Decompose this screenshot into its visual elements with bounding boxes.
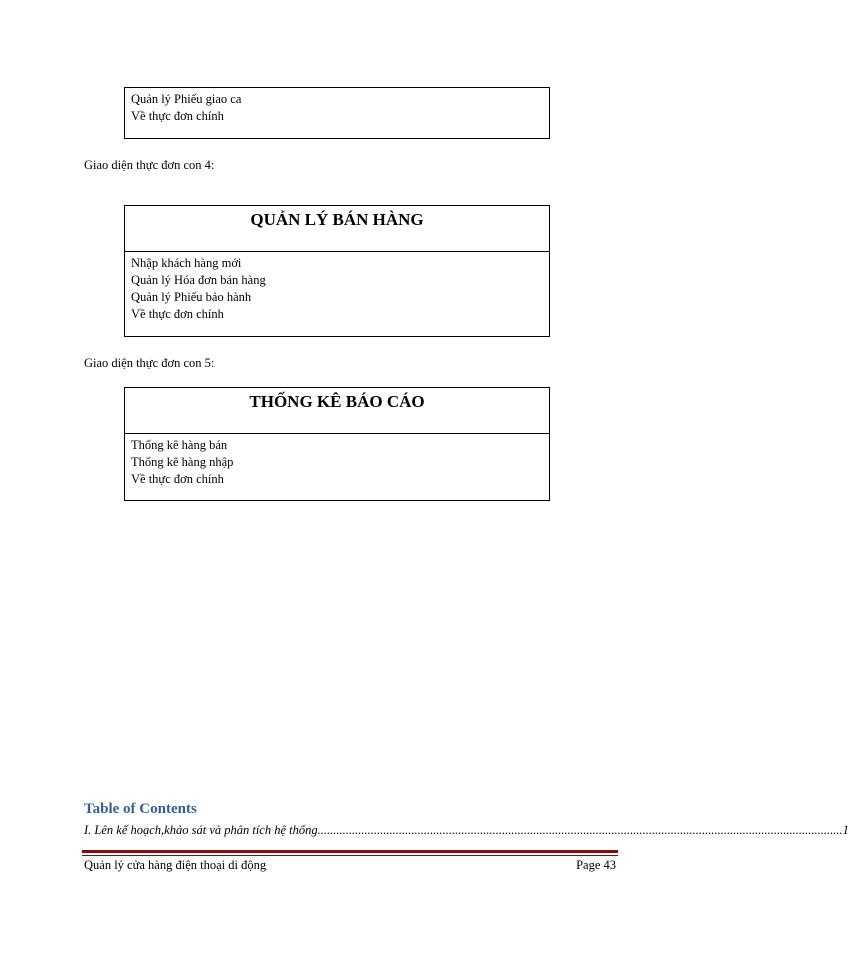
menu-box-report (124, 387, 550, 501)
menu-box-title: QUẢN LÝ BÁN HÀNG (125, 206, 549, 252)
toc-entry-text[interactable]: I. Lên kế hoạch,khảo sát và phân tích hệ thống (84, 823, 318, 837)
footer-rule-thin (82, 855, 618, 856)
menu-box-continued (124, 87, 550, 139)
footer-rule-thick (82, 850, 618, 853)
footer-document-title: Quản lý cửa hàng điện thoại di động (84, 858, 267, 872)
toc-leader-dots: ........................................................................................................................................................................ (317, 823, 843, 837)
menu-item: Nhập khách hàng mới (131, 256, 242, 270)
menu-item-list (125, 252, 549, 327)
submenu-4-label: Giao diện thực đơn con 4: (84, 158, 215, 172)
submenu-5-label: Giao diện thực đơn con 5: (84, 356, 215, 370)
menu-box-title: THỐNG KÊ BÁO CÁO (125, 388, 549, 434)
menu-item: Quản lý Phiếu giao ca (131, 92, 242, 106)
toc-entry[interactable] (84, 822, 849, 838)
menu-item: Về thực đơn chính (131, 307, 224, 321)
menu-box-sales (124, 205, 550, 337)
menu-item-list (125, 434, 549, 492)
menu-item: Quản lý Hóa đơn bán hàng (131, 273, 266, 287)
menu-item: Thống kê hàng bán (131, 438, 228, 452)
menu-item: Quản lý Phiếu bảo hành (131, 290, 252, 304)
menu-item: Về thực đơn chính (131, 109, 224, 123)
toc-title: Table of Contents (84, 801, 197, 817)
footer-page-number: Page 43 (576, 858, 616, 872)
menu-item-list (125, 88, 549, 129)
menu-item: Về thực đơn chính (131, 472, 224, 486)
menu-item: Thống kê hàng nhập (131, 455, 234, 469)
toc-entry-page: 1 (842, 823, 849, 837)
